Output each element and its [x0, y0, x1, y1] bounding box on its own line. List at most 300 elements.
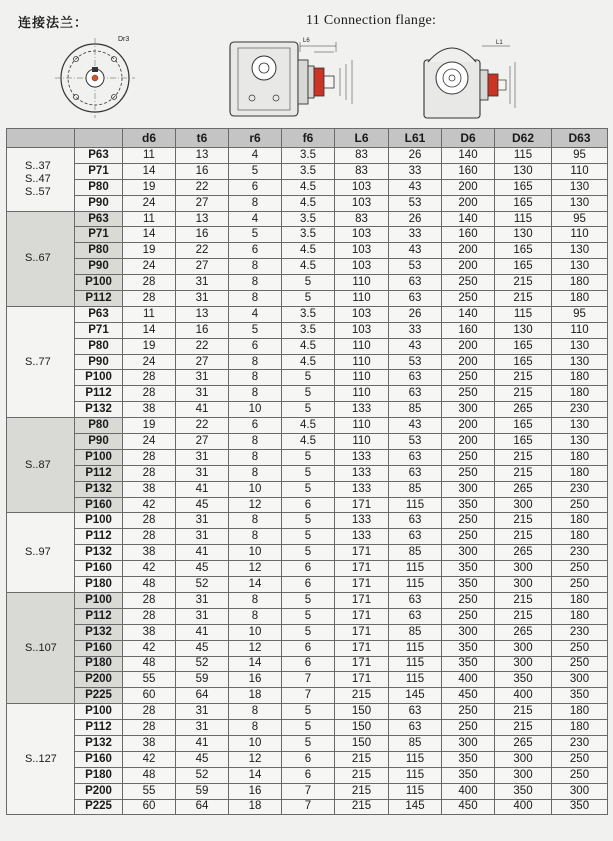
table-row — [7, 751, 608, 767]
value-cell: 133 — [335, 449, 389, 465]
value-cell: 60 — [123, 688, 176, 704]
value-cell: 350 — [495, 783, 552, 799]
table-row — [7, 370, 608, 386]
value-cell: 103 — [335, 322, 389, 338]
series-cell — [7, 418, 75, 513]
value-cell: 5 — [282, 386, 335, 402]
value-cell: 130 — [552, 434, 608, 450]
table-row — [7, 688, 608, 704]
value-cell: 5 — [229, 163, 282, 179]
value-cell: 215 — [495, 370, 552, 386]
value-cell: 180 — [552, 386, 608, 402]
value-cell: 110 — [335, 354, 389, 370]
value-cell: 145 — [389, 688, 442, 704]
value-cell: 200 — [442, 195, 495, 211]
table-row — [7, 624, 608, 640]
value-cell: 8 — [229, 275, 282, 291]
value-cell: 160 — [442, 322, 495, 338]
value-cell: 31 — [176, 275, 229, 291]
value-cell: 450 — [442, 799, 495, 815]
value-cell: 150 — [335, 735, 389, 751]
value-cell: 5 — [229, 322, 282, 338]
value-cell: 63 — [389, 370, 442, 386]
series-cell — [7, 704, 75, 815]
value-cell: 28 — [123, 513, 176, 529]
value-cell: 350 — [442, 751, 495, 767]
value-cell: 63 — [389, 704, 442, 720]
value-cell: 350 — [442, 561, 495, 577]
value-cell: 48 — [123, 656, 176, 672]
value-cell: 133 — [335, 513, 389, 529]
value-cell: 110 — [552, 227, 608, 243]
value-cell: 130 — [552, 195, 608, 211]
value-cell: 38 — [123, 402, 176, 418]
model-cell: P63 — [75, 211, 123, 227]
model-cell: P180 — [75, 577, 123, 593]
value-cell: 215 — [495, 386, 552, 402]
value-cell: 115 — [389, 751, 442, 767]
value-cell: 10 — [229, 735, 282, 751]
value-cell: 83 — [335, 163, 389, 179]
value-cell: 8 — [229, 354, 282, 370]
value-cell: 38 — [123, 481, 176, 497]
value-cell: 200 — [442, 259, 495, 275]
table-row — [7, 243, 608, 259]
header-series — [7, 129, 75, 148]
value-cell: 250 — [442, 465, 495, 481]
value-cell: 180 — [552, 529, 608, 545]
value-cell: 300 — [442, 735, 495, 751]
value-cell: 7 — [282, 783, 335, 799]
value-cell: 7 — [282, 672, 335, 688]
table-row — [7, 418, 608, 434]
series-label: S..77 — [25, 355, 51, 368]
value-cell: 6 — [282, 561, 335, 577]
value-cell: 171 — [335, 640, 389, 656]
value-cell: 350 — [442, 656, 495, 672]
value-cell: 300 — [495, 497, 552, 513]
value-cell: 19 — [123, 243, 176, 259]
value-cell: 160 — [442, 227, 495, 243]
value-cell: 103 — [335, 179, 389, 195]
value-cell: 215 — [495, 513, 552, 529]
value-cell: 28 — [123, 720, 176, 736]
value-cell: 31 — [176, 449, 229, 465]
table-row — [7, 735, 608, 751]
value-cell: 171 — [335, 608, 389, 624]
value-cell: 8 — [229, 704, 282, 720]
table-row — [7, 783, 608, 799]
value-cell: 300 — [442, 481, 495, 497]
header-t6: t6 — [176, 129, 229, 148]
table-row — [7, 577, 608, 593]
value-cell: 171 — [335, 656, 389, 672]
value-cell: 8 — [229, 720, 282, 736]
value-cell: 130 — [552, 338, 608, 354]
value-cell: 115 — [495, 211, 552, 227]
value-cell: 250 — [442, 275, 495, 291]
value-cell: 350 — [442, 577, 495, 593]
value-cell: 350 — [442, 767, 495, 783]
value-cell: 110 — [552, 163, 608, 179]
table-row — [7, 608, 608, 624]
model-cell: P63 — [75, 306, 123, 322]
series-group — [7, 704, 608, 815]
model-cell: P160 — [75, 640, 123, 656]
value-cell: 230 — [552, 402, 608, 418]
header-r6: r6 — [229, 129, 282, 148]
value-cell: 45 — [176, 751, 229, 767]
value-cell: 180 — [552, 704, 608, 720]
value-cell: 140 — [442, 306, 495, 322]
value-cell: 14 — [229, 656, 282, 672]
value-cell: 230 — [552, 735, 608, 751]
flange-label: Dr3 — [118, 36, 130, 43]
header-d6: d6 — [123, 129, 176, 148]
value-cell: 26 — [389, 211, 442, 227]
value-cell: 5 — [282, 608, 335, 624]
value-cell: 64 — [176, 799, 229, 815]
value-cell: 130 — [552, 354, 608, 370]
value-cell: 38 — [123, 735, 176, 751]
value-cell: 215 — [495, 608, 552, 624]
value-cell: 31 — [176, 386, 229, 402]
value-cell: 85 — [389, 402, 442, 418]
value-cell: 55 — [123, 672, 176, 688]
value-cell: 250 — [442, 449, 495, 465]
model-cell: P100 — [75, 592, 123, 608]
value-cell: 145 — [389, 799, 442, 815]
value-cell: 130 — [552, 259, 608, 275]
value-cell: 250 — [442, 386, 495, 402]
value-cell: 28 — [123, 465, 176, 481]
value-cell: 215 — [495, 291, 552, 307]
value-cell: 250 — [552, 577, 608, 593]
value-cell: 200 — [442, 338, 495, 354]
value-cell: 42 — [123, 561, 176, 577]
value-cell: 5 — [282, 624, 335, 640]
value-cell: 95 — [552, 306, 608, 322]
series-label: S..47 — [25, 172, 51, 185]
value-cell: 215 — [495, 449, 552, 465]
value-cell: 265 — [495, 402, 552, 418]
value-cell: 300 — [442, 545, 495, 561]
table-row — [7, 656, 608, 672]
value-cell: 8 — [229, 449, 282, 465]
value-cell: 130 — [552, 243, 608, 259]
value-cell: 11 — [123, 148, 176, 164]
value-cell: 265 — [495, 735, 552, 751]
value-cell: 350 — [552, 799, 608, 815]
value-cell: 53 — [389, 195, 442, 211]
value-cell: 300 — [495, 577, 552, 593]
value-cell: 12 — [229, 640, 282, 656]
value-cell: 4 — [229, 306, 282, 322]
value-cell: 8 — [229, 608, 282, 624]
value-cell: 350 — [442, 640, 495, 656]
value-cell: 43 — [389, 179, 442, 195]
value-cell: 110 — [335, 370, 389, 386]
value-cell: 150 — [335, 720, 389, 736]
value-cell: 4.5 — [282, 243, 335, 259]
value-cell: 22 — [176, 179, 229, 195]
value-cell: 5 — [282, 465, 335, 481]
value-cell: 45 — [176, 497, 229, 513]
value-cell: 31 — [176, 529, 229, 545]
value-cell: 28 — [123, 529, 176, 545]
value-cell: 31 — [176, 370, 229, 386]
series-group — [7, 418, 608, 513]
value-cell: 115 — [389, 561, 442, 577]
table-row — [7, 386, 608, 402]
value-cell: 31 — [176, 720, 229, 736]
value-cell: 53 — [389, 434, 442, 450]
value-cell: 24 — [123, 354, 176, 370]
value-cell: 16 — [176, 322, 229, 338]
value-cell: 5 — [282, 370, 335, 386]
value-cell: 4 — [229, 148, 282, 164]
value-cell: 19 — [123, 179, 176, 195]
value-cell: 180 — [552, 720, 608, 736]
value-cell: 42 — [123, 497, 176, 513]
value-cell: 31 — [176, 592, 229, 608]
value-cell: 180 — [552, 370, 608, 386]
model-cell: P112 — [75, 465, 123, 481]
value-cell: 5 — [282, 291, 335, 307]
value-cell: 103 — [335, 195, 389, 211]
value-cell: 4.5 — [282, 418, 335, 434]
value-cell: 133 — [335, 481, 389, 497]
value-cell: 63 — [389, 513, 442, 529]
value-cell: 165 — [495, 418, 552, 434]
value-cell: 200 — [442, 354, 495, 370]
value-cell: 103 — [335, 306, 389, 322]
value-cell: 31 — [176, 608, 229, 624]
value-cell: 165 — [495, 243, 552, 259]
table-row — [7, 259, 608, 275]
value-cell: 200 — [442, 418, 495, 434]
value-cell: 6 — [229, 338, 282, 354]
table-row — [7, 211, 608, 227]
series-group — [7, 306, 608, 417]
model-cell: P180 — [75, 656, 123, 672]
value-cell: 165 — [495, 195, 552, 211]
technical-drawings — [0, 30, 613, 122]
value-cell: 31 — [176, 291, 229, 307]
value-cell: 85 — [389, 624, 442, 640]
value-cell: 7 — [282, 688, 335, 704]
table-row — [7, 449, 608, 465]
table-row — [7, 529, 608, 545]
table-row — [7, 497, 608, 513]
value-cell: 230 — [552, 545, 608, 561]
value-cell: 250 — [552, 561, 608, 577]
value-cell: 6 — [229, 243, 282, 259]
value-cell: 400 — [495, 688, 552, 704]
value-cell: 31 — [176, 704, 229, 720]
value-cell: 64 — [176, 688, 229, 704]
value-cell: 28 — [123, 275, 176, 291]
value-cell: 85 — [389, 545, 442, 561]
value-cell: 250 — [552, 640, 608, 656]
value-cell: 28 — [123, 608, 176, 624]
value-cell: 52 — [176, 656, 229, 672]
value-cell: 171 — [335, 624, 389, 640]
value-cell: 300 — [552, 672, 608, 688]
value-cell: 5 — [282, 735, 335, 751]
value-cell: 83 — [335, 148, 389, 164]
value-cell: 8 — [229, 529, 282, 545]
value-cell: 4.5 — [282, 338, 335, 354]
model-cell: P71 — [75, 322, 123, 338]
value-cell: 300 — [495, 767, 552, 783]
value-cell: 215 — [335, 799, 389, 815]
model-cell: P112 — [75, 529, 123, 545]
value-cell: 5 — [282, 402, 335, 418]
value-cell: 115 — [389, 640, 442, 656]
value-cell: 11 — [123, 306, 176, 322]
model-cell: P132 — [75, 624, 123, 640]
value-cell: 300 — [495, 561, 552, 577]
series-label: S..57 — [25, 185, 51, 198]
model-cell: P112 — [75, 608, 123, 624]
series-cell — [7, 513, 75, 592]
table-row — [7, 291, 608, 307]
value-cell: 150 — [335, 704, 389, 720]
table-row — [7, 195, 608, 211]
value-cell: 110 — [335, 338, 389, 354]
model-cell: P90 — [75, 434, 123, 450]
value-cell: 3.5 — [282, 211, 335, 227]
value-cell: 133 — [335, 465, 389, 481]
value-cell: 27 — [176, 259, 229, 275]
value-cell: 110 — [335, 275, 389, 291]
model-cell: P132 — [75, 735, 123, 751]
header-l61: L61 — [389, 129, 442, 148]
value-cell: 59 — [176, 783, 229, 799]
value-cell: 115 — [389, 767, 442, 783]
value-cell: 400 — [495, 799, 552, 815]
value-cell: 41 — [176, 545, 229, 561]
model-cell: P160 — [75, 751, 123, 767]
series-cell — [7, 306, 75, 417]
l6-dimension-label: L6 — [303, 38, 310, 44]
value-cell: 130 — [552, 179, 608, 195]
table-row — [7, 513, 608, 529]
value-cell: 8 — [229, 195, 282, 211]
series-group — [7, 513, 608, 592]
value-cell: 8 — [229, 291, 282, 307]
value-cell: 115 — [389, 783, 442, 799]
value-cell: 5 — [282, 704, 335, 720]
value-cell: 130 — [495, 227, 552, 243]
model-cell: P112 — [75, 720, 123, 736]
value-cell: 27 — [176, 434, 229, 450]
value-cell: 26 — [389, 306, 442, 322]
table-row — [7, 799, 608, 815]
value-cell: 5 — [282, 592, 335, 608]
value-cell: 43 — [389, 338, 442, 354]
model-cell: P100 — [75, 275, 123, 291]
value-cell: 8 — [229, 592, 282, 608]
value-cell: 85 — [389, 481, 442, 497]
value-cell: 350 — [552, 688, 608, 704]
value-cell: 5 — [282, 275, 335, 291]
value-cell: 63 — [389, 275, 442, 291]
value-cell: 130 — [495, 322, 552, 338]
value-cell: 38 — [123, 624, 176, 640]
value-cell: 59 — [176, 672, 229, 688]
gearbox-side-view-drawing — [228, 38, 358, 120]
value-cell: 41 — [176, 481, 229, 497]
value-cell: 400 — [442, 672, 495, 688]
value-cell: 14 — [229, 767, 282, 783]
model-cell: P100 — [75, 513, 123, 529]
value-cell: 3.5 — [282, 322, 335, 338]
value-cell: 180 — [552, 592, 608, 608]
value-cell: 215 — [495, 592, 552, 608]
value-cell: 110 — [335, 291, 389, 307]
value-cell: 43 — [389, 243, 442, 259]
table-row — [7, 640, 608, 656]
value-cell: 300 — [552, 783, 608, 799]
value-cell: 171 — [335, 561, 389, 577]
value-cell: 350 — [495, 672, 552, 688]
value-cell: 165 — [495, 434, 552, 450]
value-cell: 265 — [495, 624, 552, 640]
value-cell: 13 — [176, 306, 229, 322]
table-header-row — [7, 129, 608, 148]
value-cell: 28 — [123, 291, 176, 307]
table-row — [7, 354, 608, 370]
value-cell: 10 — [229, 481, 282, 497]
value-cell: 14 — [123, 163, 176, 179]
series-label: S..97 — [25, 546, 51, 559]
table-row — [7, 227, 608, 243]
value-cell: 250 — [442, 370, 495, 386]
value-cell: 215 — [495, 720, 552, 736]
model-cell: P80 — [75, 338, 123, 354]
series-cell — [7, 592, 75, 703]
value-cell: 60 — [123, 799, 176, 815]
value-cell: 400 — [442, 783, 495, 799]
value-cell: 6 — [282, 640, 335, 656]
value-cell: 250 — [442, 592, 495, 608]
table-row — [7, 338, 608, 354]
value-cell: 28 — [123, 449, 176, 465]
model-cell: P225 — [75, 799, 123, 815]
value-cell: 28 — [123, 704, 176, 720]
series-label: S..87 — [25, 458, 51, 471]
value-cell: 171 — [335, 545, 389, 561]
value-cell: 63 — [389, 608, 442, 624]
value-cell: 6 — [229, 179, 282, 195]
value-cell: 180 — [552, 449, 608, 465]
value-cell: 8 — [229, 370, 282, 386]
value-cell: 180 — [552, 465, 608, 481]
value-cell: 115 — [389, 497, 442, 513]
value-cell: 10 — [229, 545, 282, 561]
value-cell: 8 — [229, 513, 282, 529]
value-cell: 16 — [229, 783, 282, 799]
value-cell: 42 — [123, 751, 176, 767]
value-cell: 215 — [495, 529, 552, 545]
value-cell: 200 — [442, 434, 495, 450]
value-cell: 171 — [335, 577, 389, 593]
value-cell: 7 — [282, 799, 335, 815]
value-cell: 115 — [495, 306, 552, 322]
table-row — [7, 434, 608, 450]
